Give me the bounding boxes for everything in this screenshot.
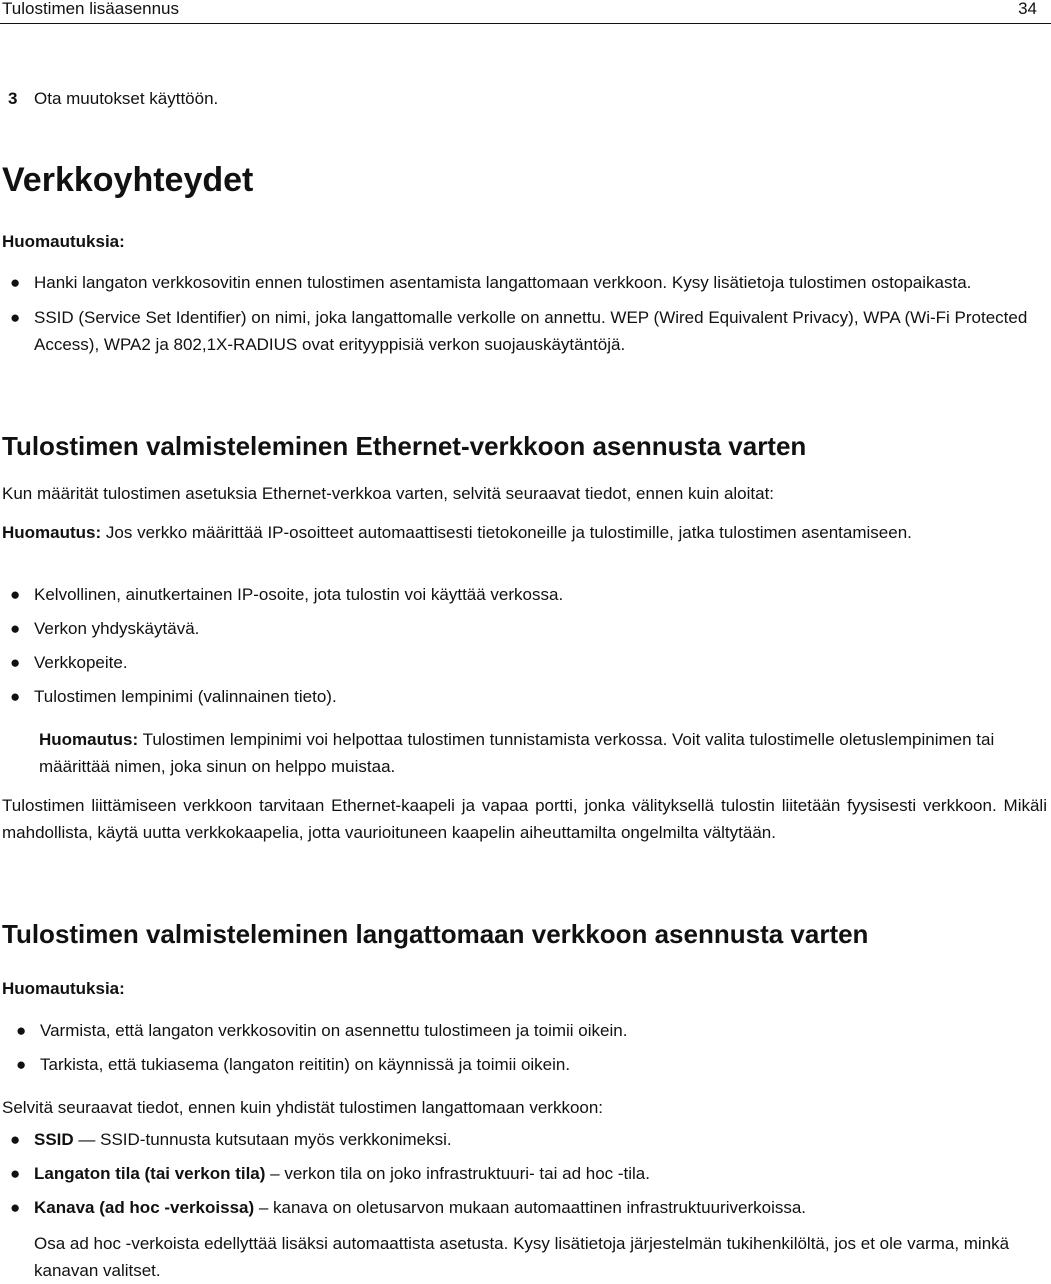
bullet-icon: ● <box>10 687 21 706</box>
note-label: Huomautus: <box>2 523 102 542</box>
ethernet-closing: Tulostimen liittämiseen verkkoon tarvitaan Ethernet-kaapeli ja vapaa portti, jonka välityksellä tulostin liitetään fyysisesti verkkoon. Mikäli mahdollista, käytä uutta verkkokaapelia, jotta vaurioituneen kaapelin aiheuttamilta ongelmilta vältytään. <box>2 796 1047 842</box>
list-item: ● Langaton tila (tai verkon tila) – verkon tila on joko infrastruktuuri- tai ad hoc -tila. <box>2 1160 1048 1187</box>
bullet-icon: ● <box>16 1021 27 1040</box>
note-text: Jos verkko määrittää IP-osoitteet automaattisesti tietokoneille ja tulostimille, jatka tulostimen asentamiseen. <box>101 523 912 542</box>
page-header <box>0 0 1051 24</box>
bullet-icon: ● <box>10 308 21 327</box>
nickname-note <box>39 726 1039 780</box>
network-notes-list <box>2 269 1048 358</box>
bullet-icon: ● <box>10 585 21 604</box>
list-item: ● Kelvollinen, ainutkertainen IP-osoite, jota tulostin voi käyttää verkossa. <box>2 581 1048 608</box>
list-item: ● SSID (Service Set Identifier) on nimi, joka langattomalle verkolle on annettu. WEP (Wired Equivalent Privacy), WPA (Wi-Fi Protected Access), WPA2 ja 802,1X-RADIUS ovat erityyppisiä verkon suojauskäytäntöjä. <box>2 304 1048 358</box>
bullet-icon: ● <box>10 1130 21 1149</box>
ethernet-requirements-list <box>2 581 1048 710</box>
ethernet-note <box>2 519 1048 546</box>
list-item: ● Tarkista, että tukiasema (langaton reititin) on käynnissä ja toimii oikein. <box>2 1051 1048 1078</box>
header-title: Tulostimen lisäasennus <box>2 0 180 18</box>
bullet-icon: ● <box>10 619 21 638</box>
notes-label: Huomautuksia: <box>2 232 125 251</box>
wireless-closing: Osa ad hoc -verkoista edellyttää lisäksi automaattista asetusta. Kysy lisätietoja järjestelmän tukihenkilöltä, jos et ole varma, minkä kanavan valitset. <box>34 1234 1010 1280</box>
bullet-icon: ● <box>16 1055 27 1074</box>
bullet-icon: ● <box>10 653 21 672</box>
notes-label: Huomautuksia: <box>2 979 125 998</box>
ethernet-intro: Kun määrität tulostimen asetuksia Ethernet-verkkoa varten, selvitä seuraavat tiedot, ennen kuin aloitat: <box>2 484 775 503</box>
section-title-wireless: Tulostimen valmisteleminen langattomaan verkkoon asennusta varten <box>2 919 869 949</box>
note-text: Tulostimen lempinimi voi helpottaa tulostimen tunnistamista verkossa. Voit valita tulostimelle oletuslempinimen tai määrittää nimen, joka sinun on helppo muistaa. <box>39 730 995 776</box>
list-item: ● Varmista, että langaton verkkosovitin on asennettu tulostimeen ja toimii oikein. <box>2 1017 1048 1044</box>
list-item: ● Verkkopeite. <box>2 649 1048 676</box>
page-number: 34 <box>1018 0 1037 18</box>
section-title-ethernet: Tulostimen valmisteleminen Ethernet-verkkoon asennusta varten <box>2 431 807 461</box>
bullet-icon: ● <box>10 273 21 292</box>
list-item: ● SSID — SSID-tunnusta kutsutaan myös verkkonimeksi. <box>2 1126 1048 1153</box>
bullet-icon: ● <box>10 1198 21 1217</box>
section-title-network: Verkkoyhteydet <box>2 161 254 199</box>
bullet-icon: ● <box>10 1164 21 1183</box>
list-item: ● Kanava (ad hoc -verkoissa) – kanava on oletusarvon mukaan automaattinen infrastruktuuriverkoissa. <box>2 1194 1048 1221</box>
step-number: 3 <box>8 89 18 108</box>
list-item: ● Tulostimen lempinimi (valinnainen tieto). <box>2 683 1048 710</box>
wireless-notes-list <box>2 1017 1048 1078</box>
step-text: Ota muutokset käyttöön. <box>34 89 219 108</box>
note-label: Huomautus: <box>39 730 139 749</box>
wireless-requirements-list <box>2 1126 1048 1221</box>
list-item: ● Hanki langaton verkkosovitin ennen tulostimen asentamista langattomaan verkkoon. Kysy lisätietoja tulostimen ostopaikasta. <box>2 269 1048 296</box>
list-item: ● Verkon yhdyskäytävä. <box>2 615 1048 642</box>
wireless-intro: Selvitä seuraavat tiedot, ennen kuin yhdistät tulostimen langattomaan verkkoon: <box>2 1098 604 1117</box>
